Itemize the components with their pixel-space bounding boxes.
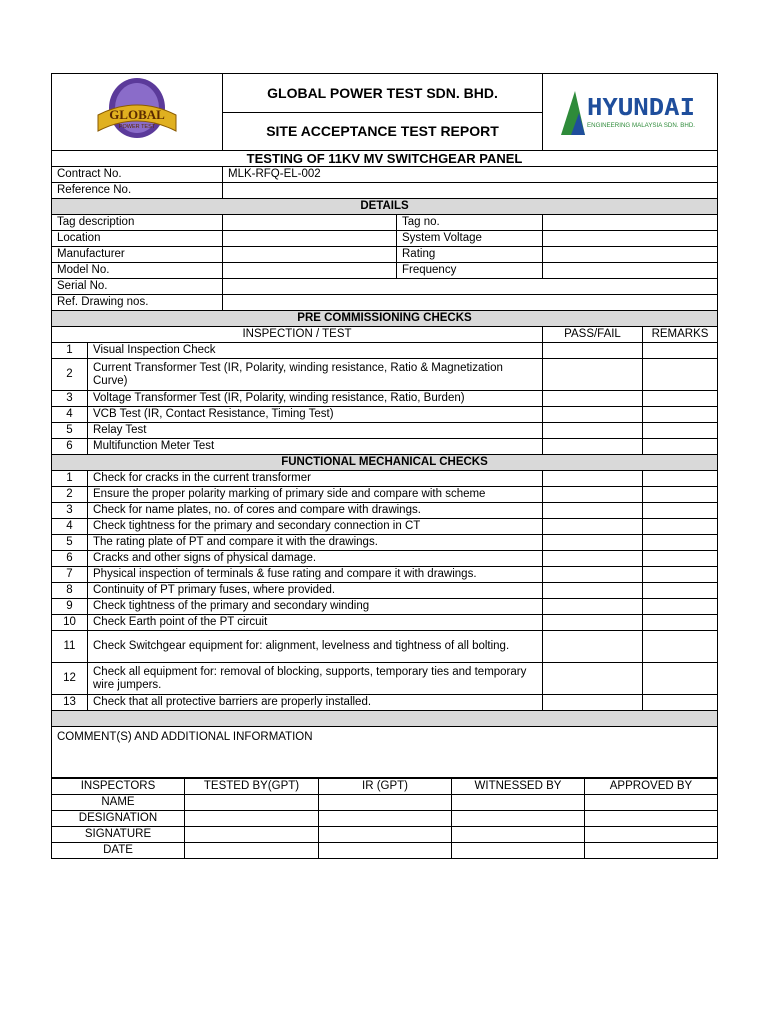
signoff-entry-cell[interactable] <box>185 811 319 827</box>
pre-check-text: VCB Test (IR, Contact Resistance, Timing Test) <box>88 407 543 423</box>
contract-label: Contract No. <box>52 167 223 183</box>
report-title: SITE ACCEPTANCE TEST REPORT <box>223 113 543 151</box>
signoff-entry-cell[interactable] <box>319 795 452 811</box>
func-check-remarks-cell[interactable] <box>643 663 718 695</box>
signoff-row <box>52 795 718 811</box>
document-title: TESTING OF 11KV MV SWITCHGEAR PANEL <box>52 151 718 167</box>
hyundai-logo <box>543 74 718 151</box>
pre-commissioning-heading: PRE COMMISSIONING CHECKS <box>52 311 718 327</box>
func-check-remarks-cell[interactable] <box>643 487 718 503</box>
func-check-pass-fail-cell[interactable] <box>543 503 643 519</box>
func-check-row <box>52 503 718 519</box>
pre-check-pass-fail-cell[interactable] <box>543 439 643 455</box>
signoff-column-header: INSPECTORS <box>52 779 185 795</box>
svg-text:POWER TEST: POWER TEST <box>118 124 156 130</box>
signoff-row-label: DESIGNATION <box>52 811 185 827</box>
pre-check-text: Multifunction Meter Test <box>88 439 543 455</box>
func-check-row <box>52 535 718 551</box>
pre-check-row <box>52 439 718 455</box>
frequency-label: Frequency <box>397 263 543 279</box>
func-check-number: 1 <box>52 471 88 487</box>
ref-drawing-value <box>223 295 718 311</box>
func-check-number: 10 <box>52 615 88 631</box>
pre-commissioning-list <box>52 343 718 455</box>
func-check-remarks-cell[interactable] <box>643 583 718 599</box>
func-check-text: The rating plate of PT and compare it with the drawings. <box>88 535 543 551</box>
signoff-body <box>52 795 718 859</box>
func-check-number: 7 <box>52 567 88 583</box>
tag-no-value <box>543 215 718 231</box>
details-heading: DETAILS <box>52 199 718 215</box>
pre-check-number: 4 <box>52 407 88 423</box>
reference-value <box>223 183 718 199</box>
pre-check-row <box>52 343 718 359</box>
signoff-column-header: APPROVED BY <box>585 779 718 795</box>
func-check-remarks-cell[interactable] <box>643 535 718 551</box>
func-check-pass-fail-cell[interactable] <box>543 551 643 567</box>
inspection-test-header: INSPECTION / TEST <box>52 327 543 343</box>
system-voltage-value <box>543 231 718 247</box>
svg-text:HYUNDAI: HYUNDAI <box>587 95 695 121</box>
func-check-remarks-cell[interactable] <box>643 631 718 663</box>
signoff-row <box>52 827 718 843</box>
signoff-row-label: DATE <box>52 843 185 859</box>
func-check-pass-fail-cell[interactable] <box>543 663 643 695</box>
func-check-text: Cracks and other signs of physical damage. <box>88 551 543 567</box>
pre-check-number: 3 <box>52 391 88 407</box>
pre-check-row <box>52 391 718 407</box>
signoff-entry-cell[interactable] <box>319 811 452 827</box>
func-check-number: 8 <box>52 583 88 599</box>
comments-box <box>52 727 718 778</box>
func-check-pass-fail-cell[interactable] <box>543 519 643 535</box>
func-check-number: 4 <box>52 519 88 535</box>
signoff-row-label: SIGNATURE <box>52 827 185 843</box>
func-check-pass-fail-cell[interactable] <box>543 567 643 583</box>
signoff-entry-cell[interactable] <box>452 827 585 843</box>
func-check-number: 12 <box>52 663 88 695</box>
pass-fail-header: PASS/FAIL <box>543 327 643 343</box>
func-check-remarks-cell[interactable] <box>643 503 718 519</box>
signoff-header-row <box>52 779 718 795</box>
pre-check-text: Current Transformer Test (IR, Polarity, winding resistance, Ratio & Magnetization Curve) <box>88 359 543 391</box>
separator-bar <box>52 711 718 727</box>
pre-check-row <box>52 407 718 423</box>
pre-check-pass-fail-cell[interactable] <box>543 423 643 439</box>
func-check-text: Check Switchgear equipment for: alignment, levelness and tightness of all bolting. <box>88 631 543 663</box>
svg-text:GLOBAL: GLOBAL <box>109 107 165 122</box>
signoff-row <box>52 843 718 859</box>
signoff-row-label: NAME <box>52 795 185 811</box>
signoff-column-header: WITNESSED BY <box>452 779 585 795</box>
func-check-row <box>52 551 718 567</box>
func-check-pass-fail-cell[interactable] <box>543 599 643 615</box>
ref-drawing-label: Ref. Drawing nos. <box>52 295 223 311</box>
manufacturer-label: Manufacturer <box>52 247 223 263</box>
remarks-header: REMARKS <box>643 327 718 343</box>
signoff-entry-cell[interactable] <box>452 795 585 811</box>
signoff-column-header: IR (GPT) <box>319 779 452 795</box>
func-check-remarks-cell[interactable] <box>643 471 718 487</box>
pre-check-text: Voltage Transformer Test (IR, Polarity, winding resistance, Ratio, Burden) <box>88 391 543 407</box>
func-check-pass-fail-cell[interactable] <box>543 615 643 631</box>
pre-check-pass-fail-cell[interactable] <box>543 359 643 391</box>
func-check-remarks-cell[interactable] <box>643 519 718 535</box>
signoff-table <box>51 778 718 859</box>
signoff-entry-cell[interactable] <box>452 811 585 827</box>
signoff-entry-cell[interactable] <box>585 795 718 811</box>
func-check-text: Check for name plates, no. of cores and compare with drawings. <box>88 503 543 519</box>
pre-check-remarks-cell[interactable] <box>643 343 718 359</box>
pre-check-remarks-cell[interactable] <box>643 439 718 455</box>
func-check-text: Check tightness for the primary and secondary connection in CT <box>88 519 543 535</box>
pre-check-number: 1 <box>52 343 88 359</box>
func-check-row <box>52 583 718 599</box>
func-check-text: Ensure the proper polarity marking of primary side and compare with scheme <box>88 487 543 503</box>
global-logo-icon <box>82 75 192 145</box>
signoff-entry-cell[interactable] <box>319 843 452 859</box>
location-label: Location <box>52 231 223 247</box>
functional-list <box>52 471 718 711</box>
func-check-number: 13 <box>52 695 88 711</box>
pre-check-number: 6 <box>52 439 88 455</box>
pre-check-pass-fail-cell[interactable] <box>543 391 643 407</box>
report-sheet <box>51 73 717 859</box>
signoff-entry-cell[interactable] <box>585 827 718 843</box>
func-check-remarks-cell[interactable] <box>643 551 718 567</box>
reference-label: Reference No. <box>52 183 223 199</box>
location-value <box>223 231 397 247</box>
pre-check-number: 5 <box>52 423 88 439</box>
func-check-pass-fail-cell[interactable] <box>543 471 643 487</box>
comments-label: COMMENT(S) AND ADDITIONAL INFORMATION <box>57 731 313 743</box>
func-check-row <box>52 615 718 631</box>
serial-no-value <box>223 279 718 295</box>
func-check-pass-fail-cell[interactable] <box>543 535 643 551</box>
signoff-entry-cell[interactable] <box>319 827 452 843</box>
pre-check-remarks-cell[interactable] <box>643 391 718 407</box>
func-check-remarks-cell[interactable] <box>643 695 718 711</box>
pre-check-pass-fail-cell[interactable] <box>543 407 643 423</box>
func-check-text: Check for cracks in the current transformer <box>88 471 543 487</box>
pre-check-text: Relay Test <box>88 423 543 439</box>
pre-check-text: Visual Inspection Check <box>88 343 543 359</box>
serial-no-label: Serial No. <box>52 279 223 295</box>
func-check-text: Continuity of PT primary fuses, where provided. <box>88 583 543 599</box>
func-check-text: Physical inspection of terminals & fuse rating and compare it with drawings. <box>88 567 543 583</box>
tag-description-value <box>223 215 397 231</box>
func-check-remarks-cell[interactable] <box>643 615 718 631</box>
tag-description-label: Tag description <box>52 215 223 231</box>
func-check-row <box>52 567 718 583</box>
func-check-text: Check tightness of the primary and secondary winding <box>88 599 543 615</box>
func-check-pass-fail-cell[interactable] <box>543 583 643 599</box>
company-name: GLOBAL POWER TEST SDN. BHD. <box>223 74 543 113</box>
func-check-text: Check all equipment for: removal of blocking, supports, temporary ties and temporary wire jumpers. <box>88 663 543 695</box>
pre-check-number: 2 <box>52 359 88 391</box>
pre-check-remarks-cell[interactable] <box>643 407 718 423</box>
func-check-row <box>52 599 718 615</box>
func-check-number: 3 <box>52 503 88 519</box>
frequency-value <box>543 263 718 279</box>
func-check-number: 11 <box>52 631 88 663</box>
func-check-row <box>52 663 718 695</box>
func-check-row <box>52 519 718 535</box>
hyundai-logo-icon <box>555 75 705 145</box>
pre-check-remarks-cell[interactable] <box>643 359 718 391</box>
pre-check-pass-fail-cell[interactable] <box>543 343 643 359</box>
signoff-entry-cell[interactable] <box>585 843 718 859</box>
func-check-text: Check Earth point of the PT circuit <box>88 615 543 631</box>
func-check-number: 5 <box>52 535 88 551</box>
func-check-pass-fail-cell[interactable] <box>543 695 643 711</box>
signoff-entry-cell[interactable] <box>185 795 319 811</box>
signoff-entry-cell[interactable] <box>185 843 319 859</box>
model-no-label: Model No. <box>52 263 223 279</box>
signoff-entry-cell[interactable] <box>585 811 718 827</box>
model-no-value <box>223 263 397 279</box>
func-check-remarks-cell[interactable] <box>643 567 718 583</box>
signoff-entry-cell[interactable] <box>185 827 319 843</box>
func-check-pass-fail-cell[interactable] <box>543 631 643 663</box>
tag-no-label: Tag no. <box>397 215 543 231</box>
pre-check-row <box>52 359 718 391</box>
func-check-row <box>52 631 718 663</box>
func-check-number: 2 <box>52 487 88 503</box>
func-check-row <box>52 471 718 487</box>
func-check-pass-fail-cell[interactable] <box>543 487 643 503</box>
func-check-remarks-cell[interactable] <box>643 599 718 615</box>
functional-heading: FUNCTIONAL MECHANICAL CHECKS <box>52 455 718 471</box>
func-check-text: Check that all protective barriers are properly installed. <box>88 695 543 711</box>
manufacturer-value <box>223 247 397 263</box>
contract-value: MLK-RFQ-EL-002 <box>223 167 718 183</box>
system-voltage-label: System Voltage <box>397 231 543 247</box>
func-check-number: 9 <box>52 599 88 615</box>
global-power-test-logo <box>52 74 223 151</box>
func-check-row <box>52 695 718 711</box>
pre-check-row <box>52 423 718 439</box>
report-table <box>51 73 718 778</box>
rating-label: Rating <box>397 247 543 263</box>
func-check-number: 6 <box>52 551 88 567</box>
signoff-entry-cell[interactable] <box>452 843 585 859</box>
signoff-row <box>52 811 718 827</box>
pre-check-remarks-cell[interactable] <box>643 423 718 439</box>
func-check-row <box>52 487 718 503</box>
signoff-column-header: TESTED BY(GPT) <box>185 779 319 795</box>
svg-text:ENGINEERING MALAYSIA SDN. BHD.: ENGINEERING MALAYSIA SDN. BHD. <box>587 123 696 129</box>
rating-value <box>543 247 718 263</box>
